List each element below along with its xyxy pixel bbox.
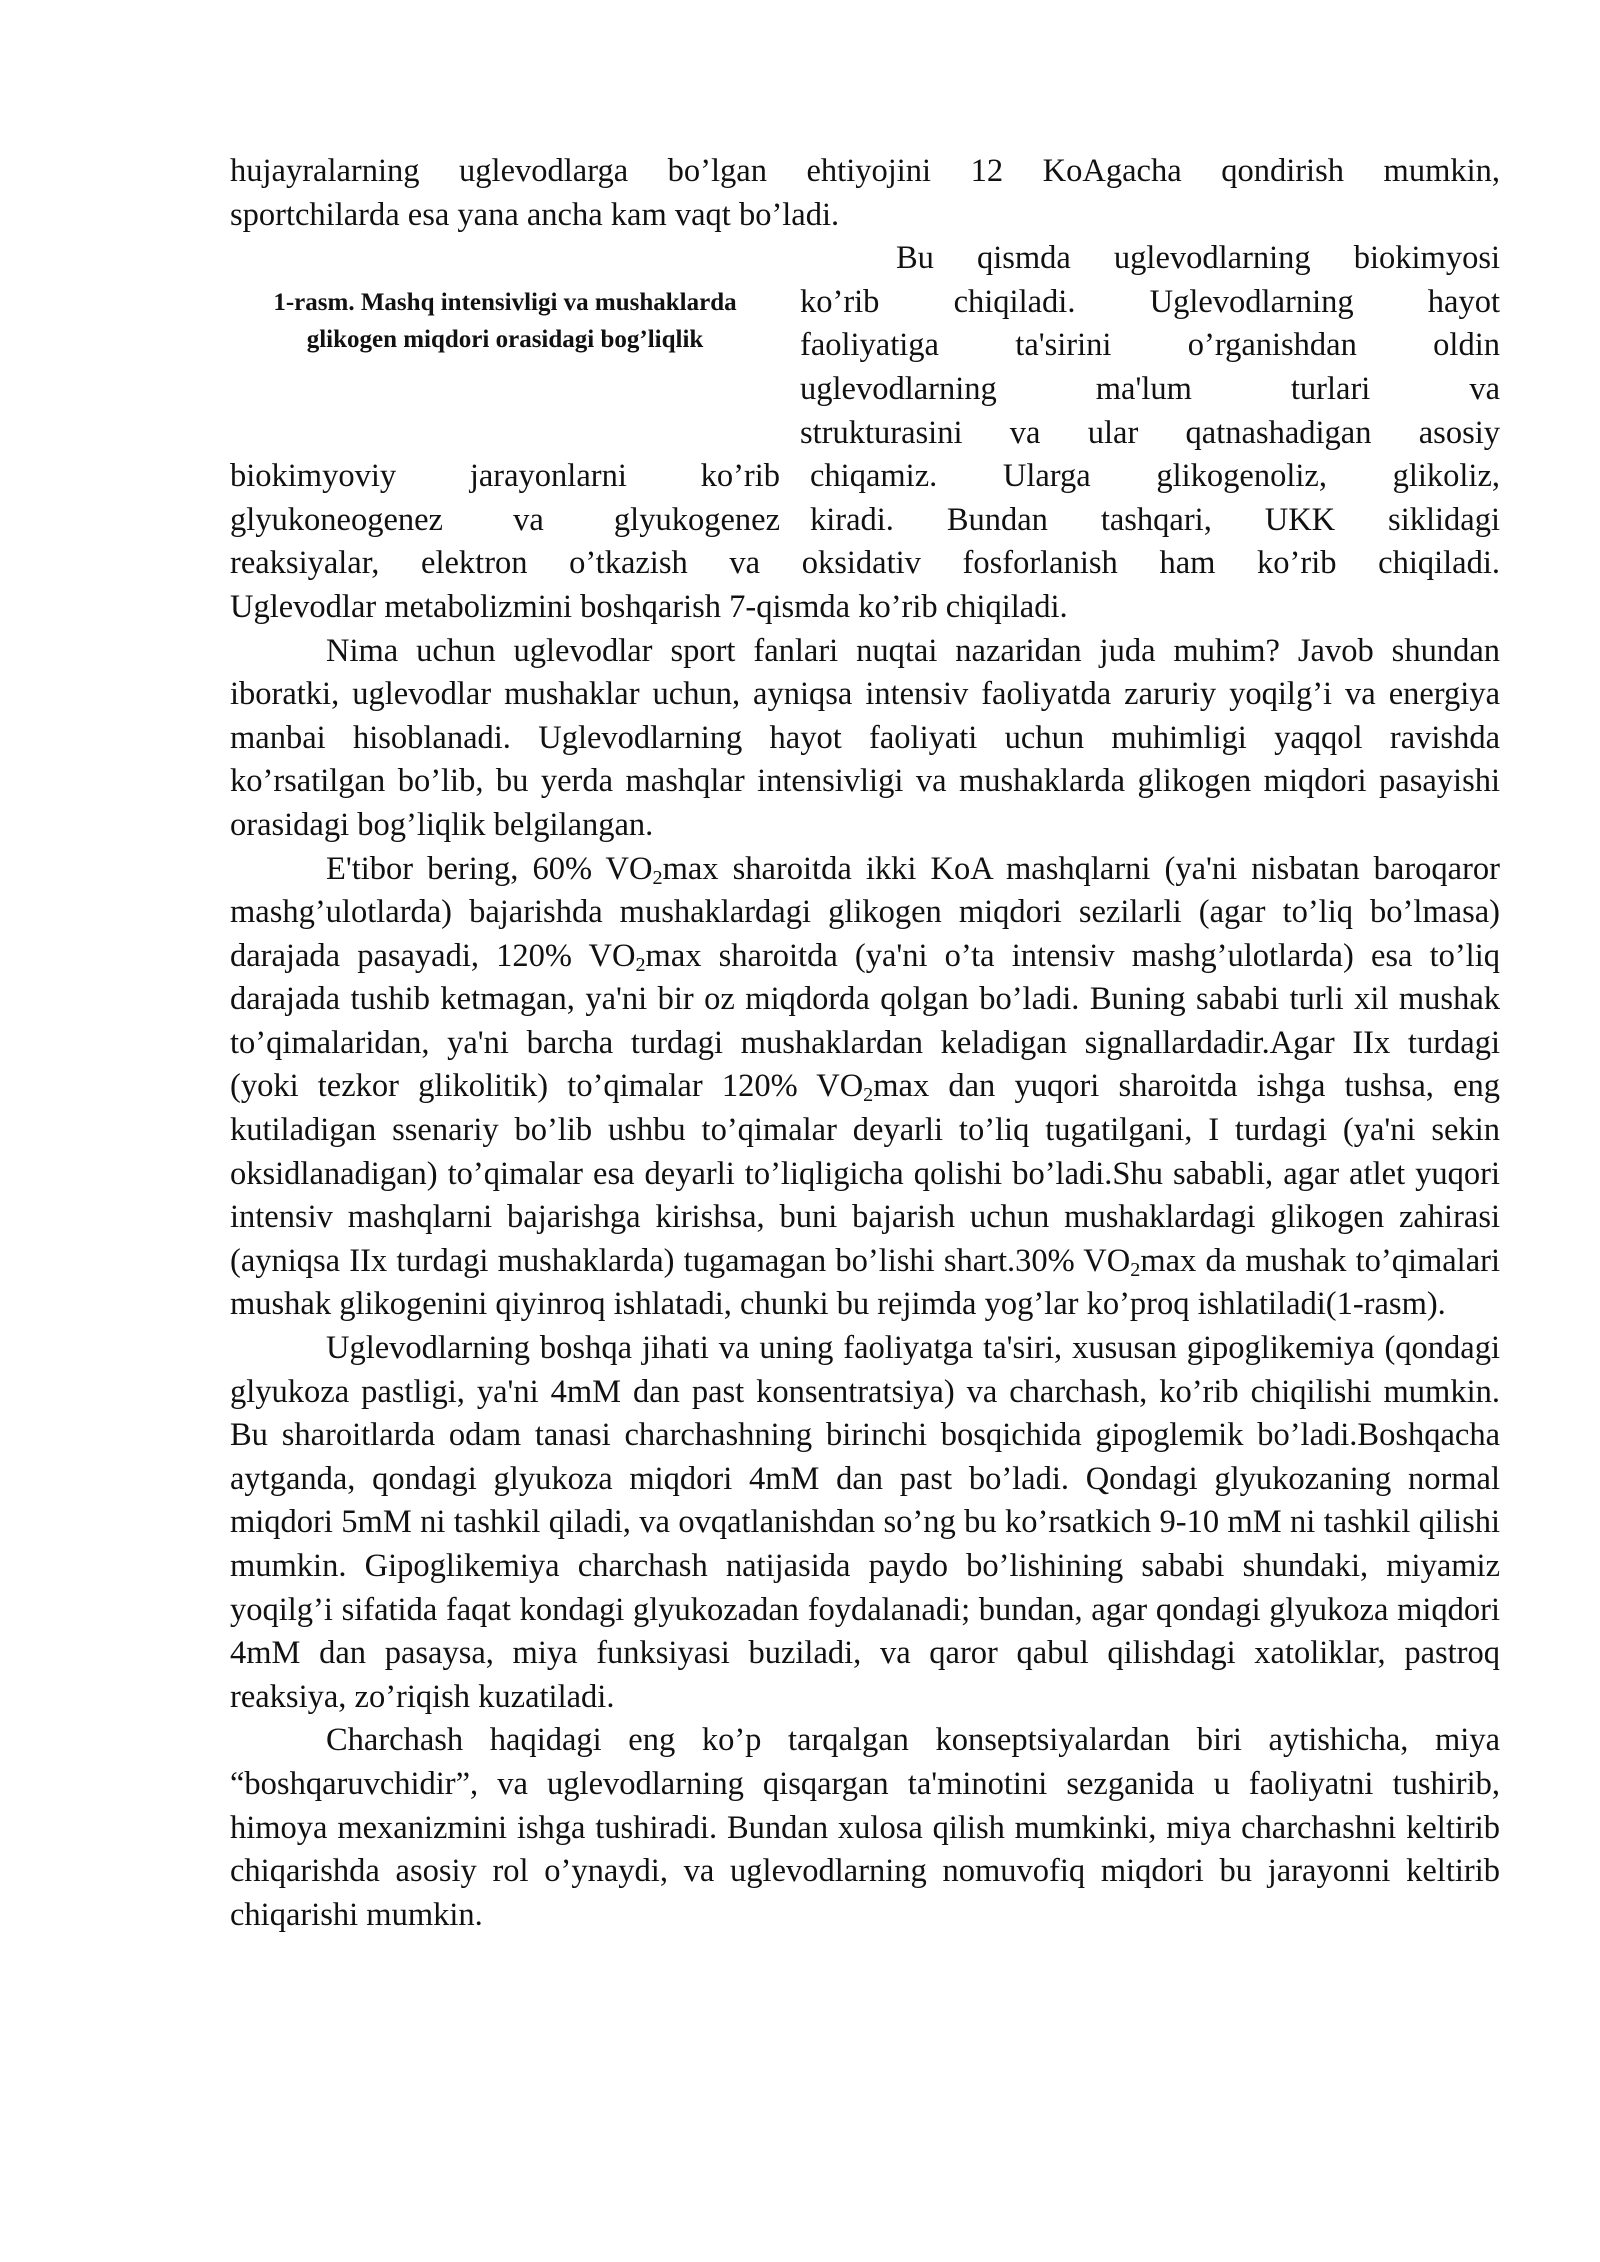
body-paragraph: Uglevodlarning boshqa jihati va uning faoliyatga ta'siri, xususan gipoglikemiya (qondagi glyukoza pastligi, ya'ni 4mM dan past konsentratsiya) va charchash, ko’rib chiqilishi mumkin. Bu sharoitlarda odam tanasi charchashning birinchi bosqichida gipoglemik bo’ladi.Boshqacha aytganda, qondagi glyukoza miqdori 4mM dan past bo’ladi. Qondagi glyukozaning normal miqdori 5mM ni tashkil qiladi, va ovqatlanishdan so’ng bu ko’rsatkich 9-10 mM ni tashkil qilishi mumkin. Gipoglikemiya charchash natijasida paydo bo’lishining sababi shundaki, miyamiz yoqilg’i sifatida faqat kondagi glyukozadan foydalanadi; bundan, agar qondagi glyukoza miqdori 4mM dan pasaysa, miya funksiyasi buziladi, va qaror qabul qilishdagi xatoliklar, pastroq reaksiya, zo’riqish kuzatiladi. <box>230 1330 1500 1715</box>
text-line-left: glyukoneogenez va glyukogenez <box>230 501 780 538</box>
split-line <box>230 455 1500 499</box>
text-line: reaksiyalar, elektron o’tkazish va oksidativ fosforlanish ham ko’rib chiqiladi. <box>230 545 1500 582</box>
text-line: hujayralarning uglevodlarga bo’lgan ehtiyojini 12 KoAgacha qondirish mumkin, <box>230 153 1500 189</box>
text-run: max da mushak to’qimalari mushak glikogenini qiyinroq ishlatadi, chunki bu rejimda yog’lar ko’proq ishlatiladi(1-rasm). <box>230 1242 1500 1323</box>
text-line: ko’rib chiqiladi. Uglevodlarning hayot <box>800 283 1500 320</box>
text-line: faoliyatiga ta'sirini o’rganishdan oldin <box>800 327 1500 364</box>
document-page <box>230 150 1500 1937</box>
wrapped-text-column <box>800 237 1500 455</box>
text-line-right: chiqamiz. Ularga glikogenoliz, glikoliz, <box>810 458 1500 495</box>
body-paragraph-vo2max <box>230 848 1500 1328</box>
text-line: sportchilarda esa yana ancha kam vaqt bo’ladi. <box>230 196 840 233</box>
text-line-left: biokimyoviy jarayonlarni ko’rib <box>230 458 780 495</box>
figure-wrap-section <box>230 237 1500 629</box>
body-paragraph: Nima uchun uglevodlar sport fanlari nuqtai nazaridan juda muhim? Javob shundan iboratki, uglevodlar mushaklar uchun, ayniqsa intensiv faoliyatda zaruriy yoqilg’i va energiya manbai hisoblanadi. Uglevodlarning hayot faoliyati uchun muhimligi yaqqol ravishda ko’rsatilgan bo’lib, bu yerda mashqlar intensivligi va mushaklarda glikogen miqdori pasayishi orasidagi bog’liqlik belgilangan. <box>230 632 1500 843</box>
intro-paragraph <box>230 150 1500 237</box>
text-line: Uglevodlar metabolizmini boshqarish 7-qismda ko’rib chiqiladi. <box>230 588 1068 625</box>
text-run: max dan yuqori sharoitda ishga tushsa, eng kutiladigan ssenariy bo’lib ushbu to’qimalar deyarli to’liq tugatilgani, I turdagi (ya'ni sekin oksidlanadigan) to’qimalar esa deyarli to’liqligicha qolishi bo’ladi.Shu sababli, agar atlet yuqori intensiv mashqlarni bajarishga kirishsa, buni bajarish uchun mushaklardagi glikogen zahirasi (ayniqsa IIx turdagi mushaklarda) tugamagan bo’lishi shart.30% VO <box>230 1068 1500 1279</box>
subscript: 2 <box>1130 1258 1141 1281</box>
text-line: strukturasini va ular qatnashadigan asosiy <box>800 414 1500 451</box>
text-run: max sharoitda (ya'ni o’ta intensiv mashg’ulotlarda) esa to’liq darajada tushib ketmagan, ya'ni bir oz miqdorda qolgan bo’ladi. Buning sababi turli xil mushak to’qimalaridan, ya'ni barcha turdagi mushaklardan keladigan signallardadir.Agar IIx turdagi (yoki tezkor glikolitik) to’qimalar 120% VO <box>230 937 1500 1105</box>
subscript: 2 <box>863 1084 874 1107</box>
split-line <box>230 499 1500 543</box>
body-paragraph: Charchash haqidagi eng ko’p tarqalgan konseptsiyalardan biri aytishicha, miya “boshqaruvchidir”, va uglevodlarning qisqargan ta'minotini sezganida u faoliyatni tushirib, himoya mexanizmini ishga tushiradi. Bundan xulosa qilish mumkinki, miya charchashni keltirib chiqarishda asosiy rol o’ynaydi, va uglevodlarning nomuvofiq miqdori bu jarayonni keltirib chiqarishi mumkin. <box>230 1722 1500 1933</box>
text-run: E'tibor bering, 60% VO <box>326 850 653 887</box>
text-line: Bu qismda uglevodlarning biokimyosi <box>896 240 1500 277</box>
text-run: max sharoitda ikki KoA mashqlarni (ya'ni nisbatan baroqaror mashg’ulotlarda) bajarishda mushaklardagi glikogen miqdori sezilarli (agar to’liq bo’lmasa) darajada pasayadi, 120% VO <box>230 850 1500 974</box>
subscript: 2 <box>635 953 646 976</box>
text-line: uglevodlarning ma'lum turlari va <box>800 370 1500 407</box>
figure-caption: 1-rasm. Mashq intensivligi va mushaklarda glikogen miqdori orasidagi bog’liqlik <box>273 289 737 354</box>
subscript: 2 <box>652 866 663 889</box>
text-line-right: kiradi. Bundan tashqari, UKK siklidagi <box>810 501 1500 538</box>
